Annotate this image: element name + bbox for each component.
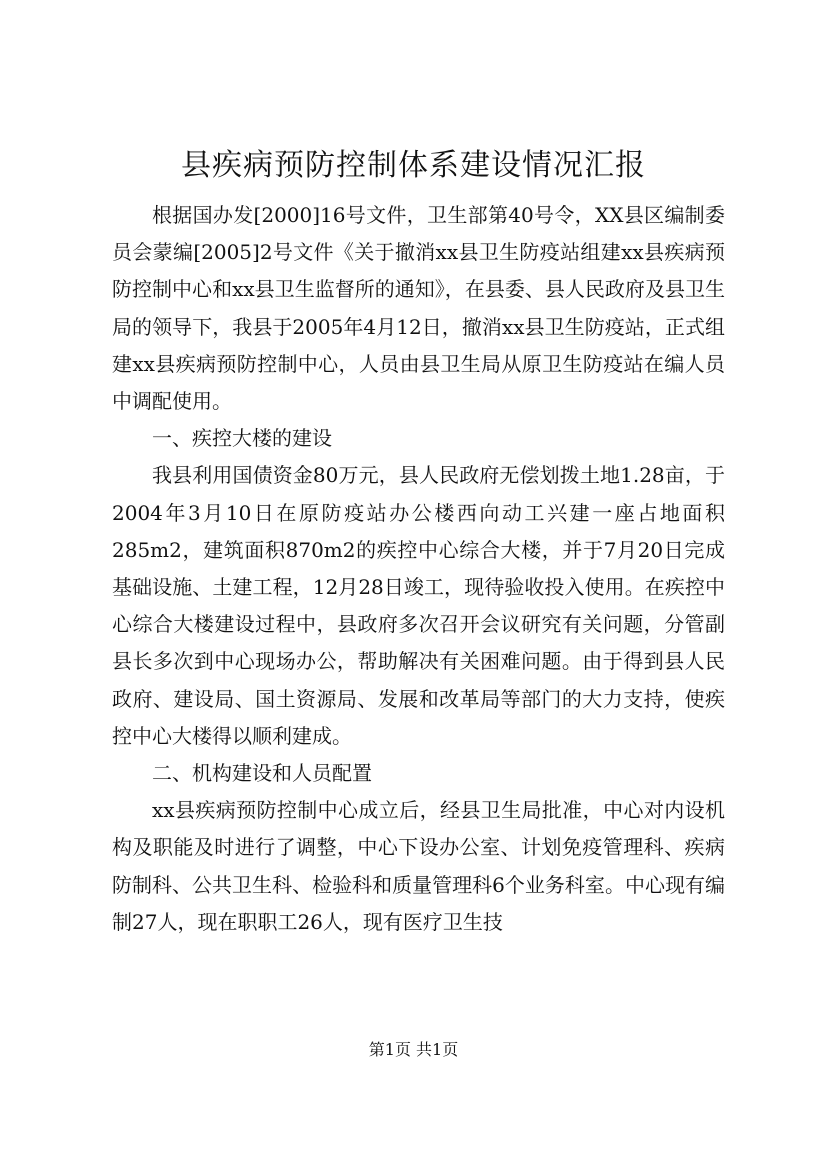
paragraph-organization: xx县疾病预防控制中心成立后，经县卫生局批准，中心对内设机构及职能及时进行了调整，中心下设办公室、计划免疫管理科、疾病防制科、公共卫生科、检验科和质量管理科6个业务科室。中心现有编制27人，现在职职工26人，现有医疗卫生技 xyxy=(112,798,725,934)
document-title: 县疾病预防控制体系建设情况汇报 xyxy=(181,148,646,183)
page-footer: 第1页 共1页 xyxy=(368,1040,459,1059)
section-heading-organization: 二、机构建设和人员配置 xyxy=(152,761,372,786)
paragraph-building: 我县利用国债资金80万元，县人民政府无偿划拨土地1.28亩，于2004年3月10日在原防疫站办公楼西向动工兴建一座占地面积285m2，建筑面积870m2的疾控中心综合大楼，并于7月20日完成基础设施、土建工程，12月28日竣工，现待验收投入使用。在疾控中心综合大楼建设过程中，县政府多次召开会议研究有关问题，分管副县长多次到中心现场办公，帮助解决有关困难问题。由于得到县人民政府、建设局、国土资源局、发展和改革局等部门的大力支持，使疾控中心大楼得以顺利建成。 xyxy=(112,463,725,748)
paragraph-intro: 根据国办发[2000]16号文件，卫生部第40号令，XX县区编制委员会蒙编[2005]2号文件《关于撤消xx县卫生防疫站组建xx县疾病预防控制中心和xx县卫生监督所的通知》，在县委、县人民政府及县卫生局的领导下，我县于2005年4月12日，撤消xx县卫生防疫站，正式组建xx县疾病预防控制中心，人员由县卫生局从原卫生防疫站在编人员中调配使用。 xyxy=(112,203,725,414)
section-heading-building: 一、疾控大楼的建设 xyxy=(152,426,332,451)
document-body xyxy=(112,197,725,941)
